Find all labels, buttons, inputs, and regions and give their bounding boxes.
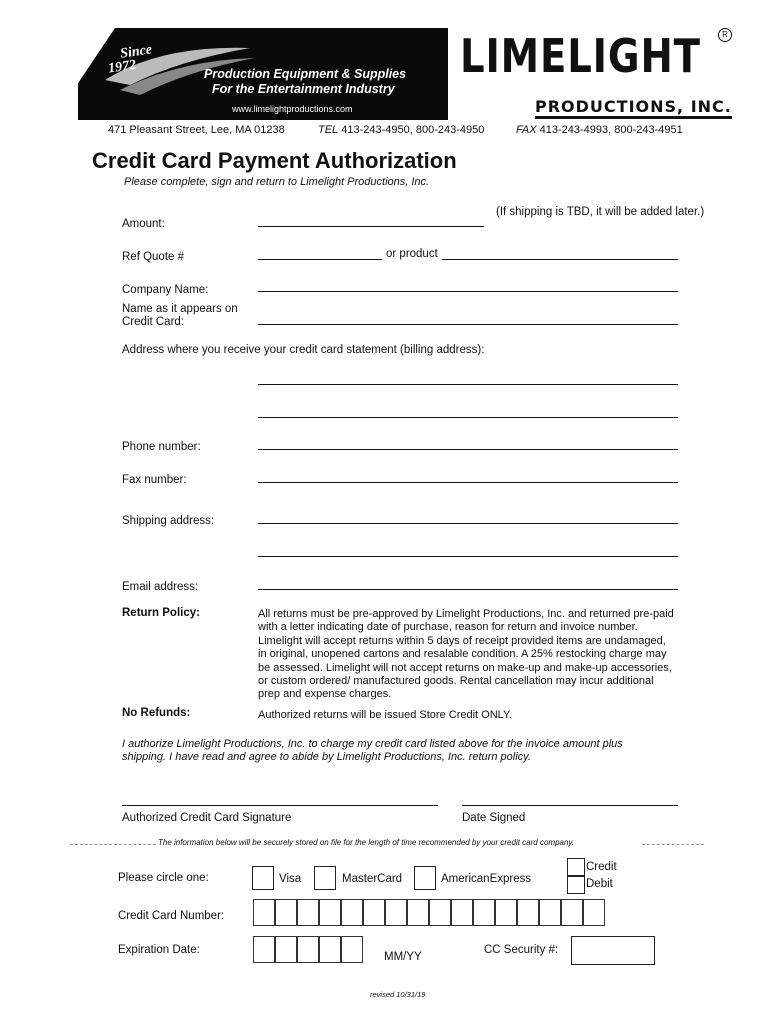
billing-address-label: Address where you receive your credit card statement (billing address):	[122, 344, 485, 356]
date-signed-label: Date Signed	[462, 812, 526, 824]
credit-checkbox[interactable]	[567, 858, 585, 876]
circle-one-label: Please circle one:	[118, 872, 209, 884]
card-digit-box[interactable]	[561, 899, 583, 926]
return-policy-text: All returns must be pre-approved by Limelight Productions, Inc. and returned pre-paid with a letter indicating date of purchase, reason for return and invoice number. Limelight will accept returns within 5 days of receipt provided items are undamaged, in original, unopened cartons and resalable condition. A 25% restocking charge may be assessed. Limelight will not accept returns on make-up and make-up accessories, or custom ordered/ manufactured goods. Rental cancellation may incur additional prep and expense charges.	[258, 608, 674, 701]
signature-label: Authorized Credit Card Signature	[122, 812, 292, 824]
expiration-label: Expiration Date:	[118, 944, 200, 956]
card-name-field[interactable]	[258, 324, 678, 325]
email-field[interactable]	[258, 589, 678, 590]
divider-left	[70, 844, 156, 845]
expiration-digit-box[interactable]	[275, 936, 297, 963]
shipping-address-line-2[interactable]	[258, 556, 678, 557]
expiration-digit-box[interactable]	[341, 936, 363, 963]
billing-address-line-2[interactable]	[258, 417, 678, 418]
company-logo-sub: PRODUCTIONS, INC.	[535, 98, 732, 119]
amount-field[interactable]	[258, 226, 484, 227]
ref-quote-field[interactable]	[258, 259, 382, 260]
page-title: Credit Card Payment Authorization	[92, 148, 457, 173]
telephone: TEL 413-243-4950, 800-243-4950	[318, 124, 485, 136]
signature-field[interactable]	[122, 805, 438, 806]
card-digit-box[interactable]	[253, 899, 275, 926]
billing-address-line-1[interactable]	[258, 384, 678, 385]
shipping-note: (If shipping is TBD, it will be added later.)	[496, 206, 705, 218]
shipping-address-label: Shipping address:	[122, 515, 215, 527]
card-name-label-2: Credit Card:	[122, 316, 184, 328]
card-digit-box[interactable]	[275, 899, 297, 926]
security-code-field[interactable]	[571, 936, 655, 965]
expiration-digit-box[interactable]	[253, 936, 275, 963]
mmyy-label: MM/YY	[384, 951, 422, 963]
return-policy-label: Return Policy:	[122, 607, 200, 619]
date-signed-field[interactable]	[462, 805, 678, 806]
company-name-label: Company Name:	[122, 284, 209, 296]
no-refunds-label: No Refunds:	[122, 707, 191, 719]
revision-date: revised 10/31/19	[370, 990, 426, 999]
card-digit-box[interactable]	[583, 899, 605, 926]
card-digit-box[interactable]	[451, 899, 473, 926]
credit-label: Credit	[586, 861, 617, 873]
card-digit-box[interactable]	[429, 899, 451, 926]
divider-right	[642, 844, 704, 845]
fax-field[interactable]	[258, 482, 678, 483]
card-number-label: Credit Card Number:	[118, 910, 225, 922]
fax: FAX 413-243-4993, 800-243-4951	[516, 124, 683, 136]
card-digit-box[interactable]	[495, 899, 517, 926]
address: 471 Pleasant Street, Lee, MA 01238	[108, 124, 285, 136]
authorization-statement: I authorize Limelight Productions, Inc. to charge my credit card listed above for the invoice amount plus shipping. I have read and agree to abide by Limelight Productions, Inc. return policy.	[122, 738, 623, 764]
expiration-digit-box[interactable]	[297, 936, 319, 963]
product-field[interactable]	[442, 259, 678, 260]
amex-label: AmericanExpress	[441, 873, 532, 885]
expiration-boxes[interactable]	[253, 936, 363, 963]
fax-label: Fax number:	[122, 474, 187, 486]
card-digit-box[interactable]	[407, 899, 429, 926]
security-code-label: CC Security #:	[484, 944, 559, 956]
card-number-boxes[interactable]	[253, 899, 605, 926]
company-name-field[interactable]	[258, 291, 678, 292]
phone-field[interactable]	[258, 449, 678, 450]
page-subtitle: Please complete, sign and return to Limelight Productions, Inc.	[124, 176, 430, 188]
amount-label: Amount:	[122, 218, 165, 230]
card-name-label-1: Name as it appears on	[122, 303, 238, 315]
mastercard-checkbox[interactable]	[314, 866, 336, 890]
secure-note: The information below will be securely stored on file for the length of time recommended by your credit card company.	[158, 838, 575, 847]
company-logo: LIMELIGHT	[460, 29, 701, 83]
debit-label: Debit	[586, 878, 613, 890]
tagline-1: Production Equipment & Supplies	[204, 67, 407, 81]
visa-label: Visa	[279, 873, 302, 885]
expiration-digit-box[interactable]	[319, 936, 341, 963]
card-digit-box[interactable]	[473, 899, 495, 926]
website: www.limelightproductions.com	[232, 104, 353, 114]
registered-mark: R	[718, 28, 732, 42]
since-badge: Since 1972	[107, 42, 153, 77]
card-digit-box[interactable]	[539, 899, 561, 926]
no-refunds-text: Authorized returns will be issued Store Credit ONLY.	[258, 709, 512, 721]
card-digit-box[interactable]	[341, 899, 363, 926]
mastercard-label: MasterCard	[342, 873, 403, 885]
card-digit-box[interactable]	[319, 899, 341, 926]
or-product-label: or product	[386, 248, 438, 260]
card-digit-box[interactable]	[385, 899, 407, 926]
shipping-address-line-1[interactable]	[258, 523, 678, 524]
tagline-2: For the Entertainment Industry	[212, 82, 395, 96]
ref-quote-label: Ref Quote #	[122, 251, 185, 263]
card-digit-box[interactable]	[363, 899, 385, 926]
debit-checkbox[interactable]	[567, 876, 585, 894]
phone-label: Phone number:	[122, 441, 201, 453]
card-digit-box[interactable]	[517, 899, 539, 926]
visa-checkbox[interactable]	[252, 866, 274, 890]
amex-checkbox[interactable]	[414, 866, 436, 890]
email-label: Email address:	[122, 581, 199, 593]
card-digit-box[interactable]	[297, 899, 319, 926]
